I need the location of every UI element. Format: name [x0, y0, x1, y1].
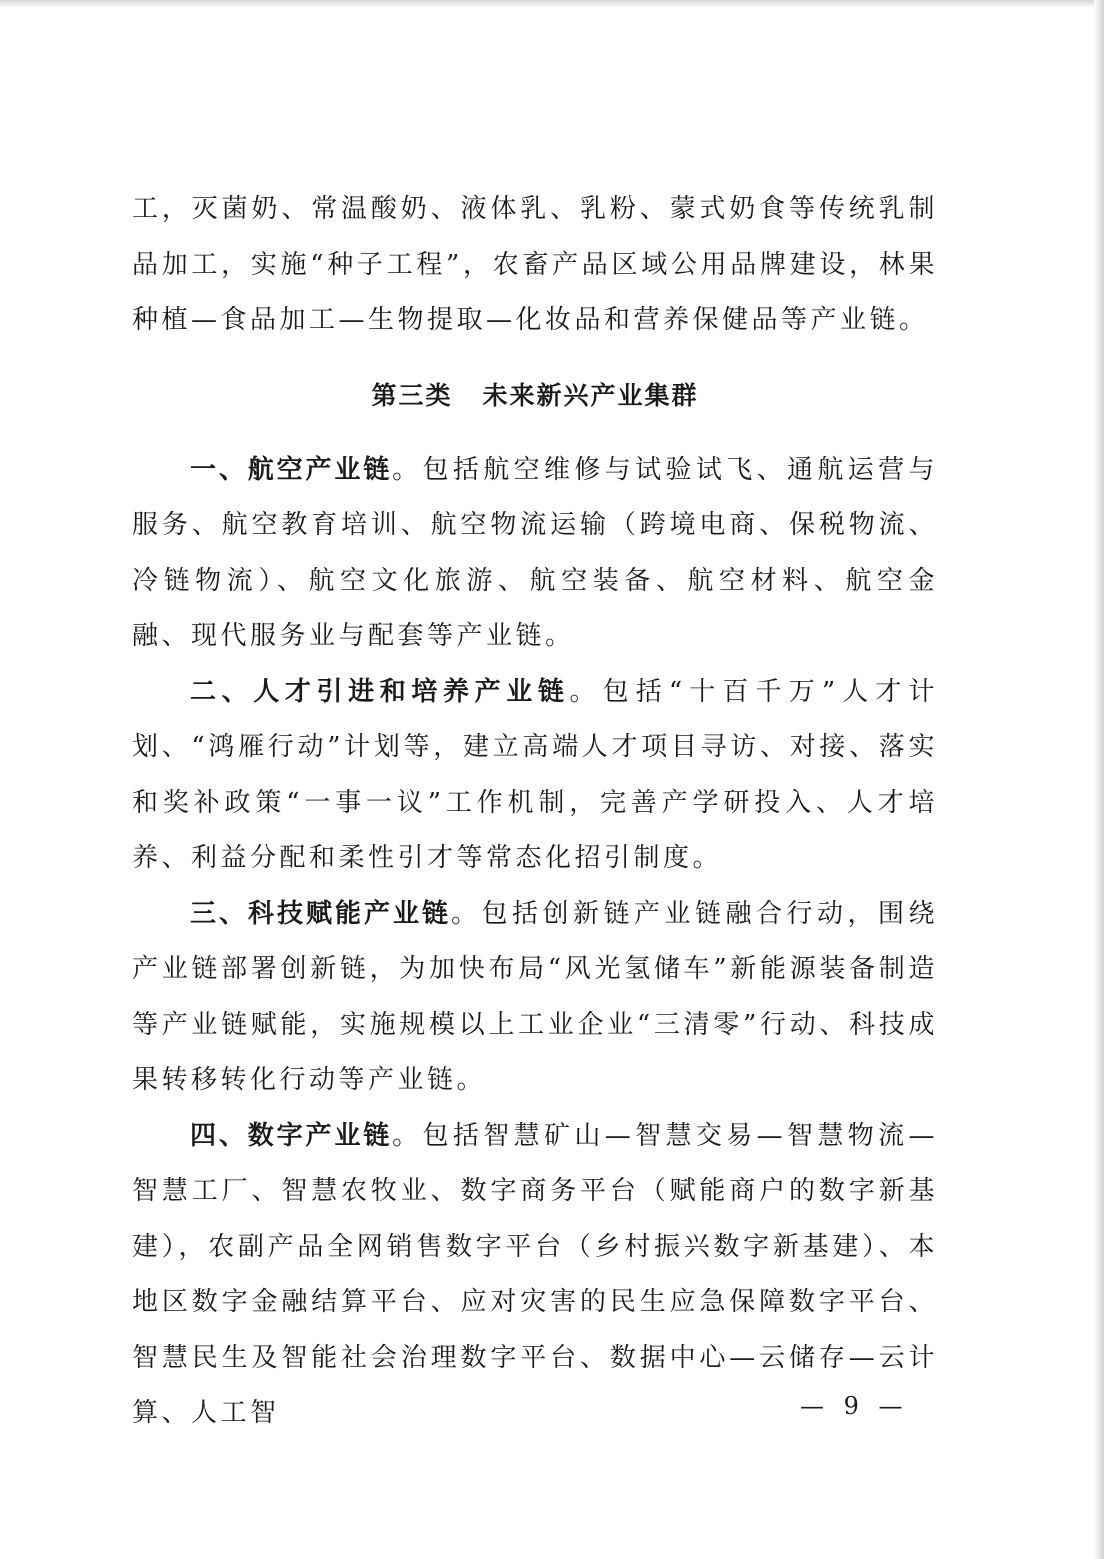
document-page: [132, 182, 938, 1442]
item-body: 。包括智慧矿山—智慧交易—智慧物流—智慧工厂、智慧农牧业、数字商务平台（赋能商户的数字新基建），农副产品全网销售数字平台（乡村振兴数字新基建）、本地区数字金融结算平台、应对灾害的民生应急保障数字平台、智慧民生及智能社会治理数字平台、数据中心—云储存—云计算、人工智: [132, 1120, 938, 1428]
item-title: 一、航空产业链: [190, 454, 393, 485]
item-talent: [132, 665, 938, 887]
item-title: 二、人才引进和培养产业链: [190, 676, 570, 707]
item-title: 三、科技赋能产业链: [190, 898, 451, 929]
scan-edge-top: [0, 0, 1104, 8]
item-body: 。包括航空维修与试验试飞、通航运营与服务、航空教育培训、航空物流运输（跨境电商、保税物流、冷链物流）、航空文化旅游、航空装备、航空材料、航空金融、现代服务业与配套等产业链。: [132, 454, 938, 651]
scan-edge-right: [1094, 0, 1104, 1559]
intro-paragraph: 工，灭菌奶、常温酸奶、液体乳、乳粉、蒙式奶食等传统乳制品加工，实施“种子工程”，农畜产品区域公用品牌建设，林果种植—食品加工—生物提取—化妆品和营养保健品等产业链。: [132, 194, 938, 335]
section-heading-title: 未来新兴产业集群: [482, 380, 699, 410]
item-tech-empowerment: [132, 887, 938, 1109]
page-number: — 9 —: [800, 1392, 909, 1420]
item-body: 。包括“十百千万”人才计划、“鸿雁行动”计划等，建立高端人才项目寻访、对接、落实和奖补政策“一事一议”工作机制，完善产学研投入、人才培养、利益分配和柔性引才等常态化招引制度。: [132, 676, 938, 873]
section-heading-prefix: 第三类: [371, 380, 453, 410]
item-title: 四、数字产业链: [190, 1120, 393, 1151]
item-aviation: [132, 443, 938, 665]
item-body: 。包括创新链产业链融合行动，围绕产业链部署创新链，为加快布局“风光氢储车”新能源装备制造等产业链赋能，实施规模以上工业企业“三清零”行动、科技成果转移转化行动等产业链。: [132, 898, 938, 1095]
section-heading: [132, 371, 938, 421]
